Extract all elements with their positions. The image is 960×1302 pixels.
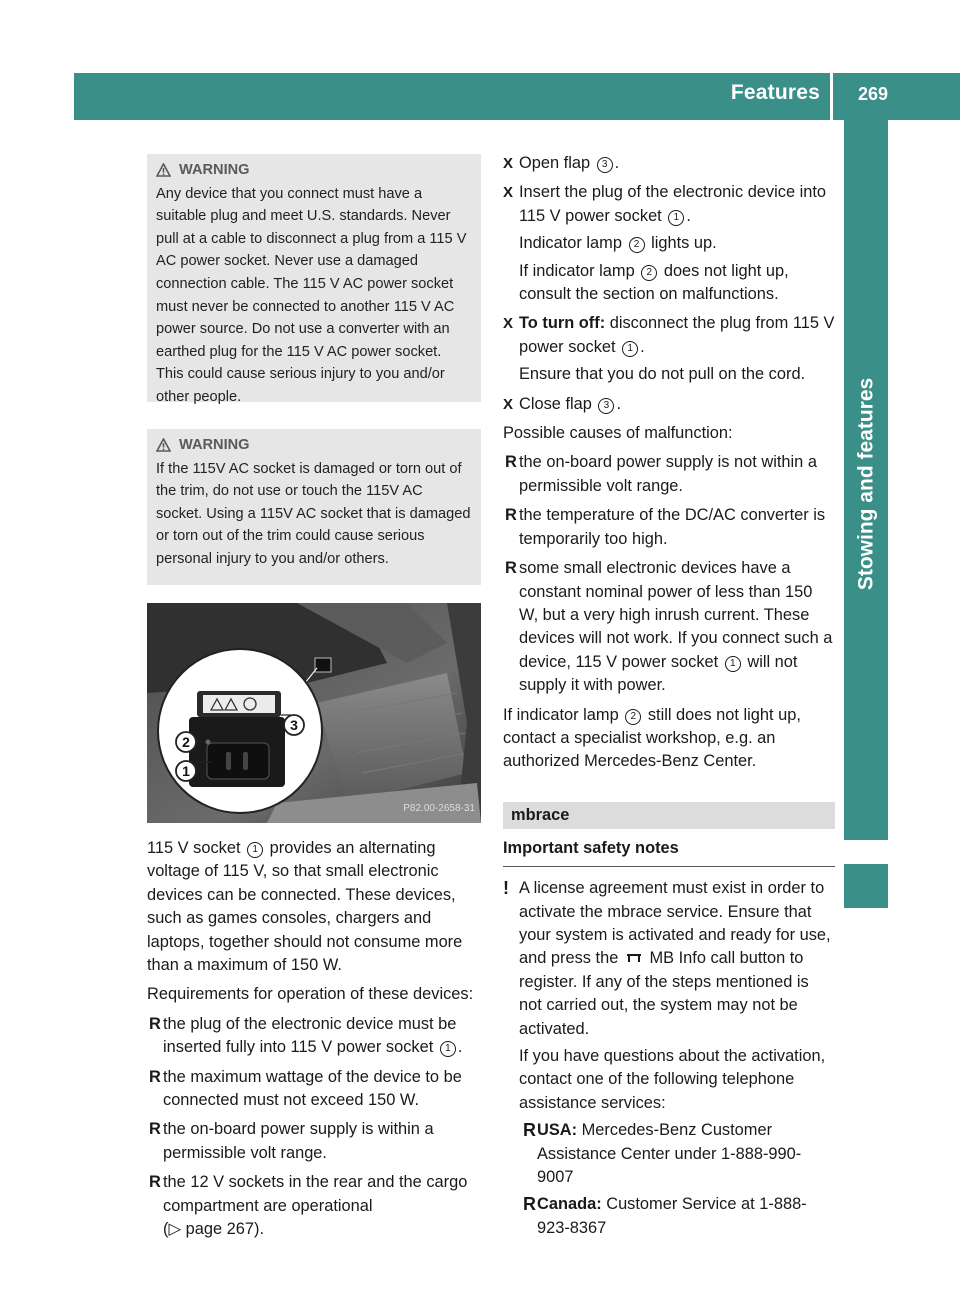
still-paragraph [503, 704, 835, 774]
step-text: Close flap [519, 394, 592, 413]
contact-text: Customer Service at 1-888-923-8367 [537, 1195, 807, 1237]
notice-icon: ! [503, 878, 509, 899]
side-tab-marker [844, 864, 888, 908]
list-item: R some small electronic devices have a constant nominal power of less than 150 W, but a very high inrush current. These devices will not work. If you connect such a device, 115 V power socket 1 will not supply it with power. [505, 559, 833, 695]
step-item: X Open flap 3 . [503, 154, 620, 172]
still-text: still does not light up, contact a specialist workshop, e.g. an authorized Mercedes-Benz Center. [503, 705, 801, 771]
warning-triangle-icon [156, 438, 171, 452]
cause-text: the temperature of the DC/AC converter is temporarily too high. [519, 506, 826, 548]
socket-photo [147, 603, 481, 823]
callout-ref-1: 1 [440, 1041, 456, 1057]
still-text: If indicator lamp [503, 705, 619, 724]
list-item: R the temperature of the DC/AC converter is temporarily too high. [503, 504, 835, 551]
list-item: R the on-board power supply is within a permissible volt range. [147, 1118, 481, 1165]
step-sub-text: If indicator lamp [519, 261, 635, 280]
callout-ref-1: 1 [668, 210, 684, 226]
step-sub-text: Indicator lamp [519, 234, 622, 253]
country-label: USA: [537, 1121, 578, 1140]
side-tab [844, 120, 960, 1302]
intro-text-b: provides an alternating voltage of 115 V, so that small electronic devices can be connected. These devices, such as games consoles, chargers and laptops, together should not consume more than a maximum of 150 W. [147, 839, 463, 975]
causes-heading: Possible causes of malfunction: [503, 424, 733, 443]
step-text: disconnect the plug from 115 V power socket [519, 314, 835, 356]
page-ref-arrow-icon: ▷ [168, 1220, 182, 1239]
callout-2: 2 [182, 734, 190, 750]
req-text: the 12 V sockets in the rear and the cargo compartment are operational [163, 1173, 468, 1215]
safety-heading: Important safety notes [503, 837, 835, 867]
step-bold-label: To turn off: [519, 314, 606, 333]
country-label: Canada: [537, 1195, 602, 1214]
step-text: Insert the plug of the electronic device into 115 V power socket [519, 183, 827, 225]
notice-text: A license agreement must exist in order to activate the mbrace service. Ensure that your system is activated and ready for use, and press the [519, 879, 831, 968]
callout-1: 1 [182, 763, 190, 779]
phone-call-icon [626, 951, 642, 965]
side-tab-label: Stowing and features [854, 377, 878, 591]
notice [503, 877, 835, 1240]
callout-ref-3: 3 [598, 398, 614, 414]
contact-text: Mercedes-Benz Customer Assistance Center under 1-888-990-9007 [537, 1121, 802, 1187]
callout-ref-2: 2 [629, 237, 645, 253]
step-text: Open flap [519, 154, 591, 172]
callout-ref-2: 2 [641, 265, 657, 281]
list-item: R Canada: Customer Service at 1-888-923-8367 [523, 1194, 807, 1237]
header-divider [830, 73, 833, 120]
step-sub-text: lights up. [651, 234, 717, 253]
section-title: Features [730, 81, 820, 104]
callout-ref-1: 1 [622, 341, 638, 357]
intro-text-a: 115 V socket [147, 839, 241, 857]
mbrace-section-title: mbrace [503, 802, 835, 829]
cargo-socket-illustration [147, 603, 481, 823]
callout-ref-2: 2 [625, 709, 641, 725]
figure-code: P82.00-2658-31 [403, 802, 475, 814]
warning-box [147, 429, 481, 585]
warning-heading [156, 434, 472, 457]
list-item: R the maximum wattage of the device to be connected must not exceed 150 W. [147, 1066, 481, 1113]
step-item: X To turn off: disconnect the plug from 115 V power socket 1 . Ensure that you do not pull on the cord. [503, 312, 835, 386]
callout-3: 3 [290, 717, 298, 733]
req-text: the plug of the electronic device must be inserted fully into 115 V power socket [163, 1014, 457, 1057]
list-item: R USA: Mercedes-Benz Customer Assistance Center under 1-888-990-9007 [523, 1120, 802, 1187]
notice-text: MB Info call button to register. If any of the steps mentioned is not carried out, the system may not be activated. [519, 949, 809, 1038]
req-text: the maximum wattage of the device to be connected must not exceed 150 W. [163, 1067, 462, 1110]
warning-text: If the 115V AC socket is damaged or torn out of the trim, do not use or touch the 115V AC socket. Using a 115V AC socket that is damaged or torn out of the trim could cause serious personal injury to you and/or others. [156, 460, 471, 567]
list-item: R the plug of the electronic device must be inserted fully into 115 V power socket 1 . [149, 1014, 463, 1057]
warning-heading [156, 159, 472, 182]
cause-text: some small electronic devices have a constant nominal power of less than 150 W, but a very high inrush current. These devices will not work. If you connect such a device, 115 V power socket [519, 559, 833, 671]
cause-text: will not supply it with power. [519, 652, 798, 695]
requirements-heading: Requirements for operation of these devices: [147, 985, 474, 1004]
step-sub-text: Ensure that you do not pull on the cord. [519, 365, 806, 384]
left-column [147, 154, 481, 1242]
cause-text: the on-board power supply is not within a permissible volt range. [519, 453, 817, 495]
callout-ref-3: 3 [597, 157, 613, 173]
callout-ref-1: 1 [247, 842, 263, 858]
intro-paragraph [147, 837, 481, 977]
header-bar [74, 73, 960, 120]
warning-title: WARNING [179, 437, 250, 453]
warning-text: Any device that you connect must have a suitable plug and meet U.S. standards. Never pull at a cable to disconnect a plug from a 115 V AC power socket. Never use a damaged connection cable. The 115 V AC power socket must never be connected to another 115 V AC power source. Do not use a converter with an earthed plug for the 115 V AC power socket. This could cause serious injury to you and/or other people. [156, 185, 467, 405]
req-text: the on-board power supply is within a permissible volt range. [163, 1120, 434, 1162]
list-item: R the on-board power supply is not within a permissible volt range. [503, 451, 835, 498]
callout-ref-1: 1 [725, 656, 741, 672]
page-link[interactable]: page 267). [185, 1220, 265, 1239]
step-sub-text: does not light up, consult the section on malfunctions. [519, 261, 789, 304]
step-item: X Close flap 3 . [503, 394, 622, 413]
warning-box [147, 154, 481, 405]
warning-title: WARNING [179, 162, 250, 178]
list-item: R the 12 V sockets in the rear and the cargo compartment are operational (▷ page 267). [149, 1173, 468, 1239]
right-column [503, 152, 835, 1240]
step-item: X Insert the plug of the electronic device into 115 V power socket 1 . Indicator lamp 2 lights up. If indicator lamp 2 does not light up, consult the section on malfunctions. [503, 183, 827, 304]
page-number: 269 [857, 84, 888, 104]
warning-triangle-icon [156, 163, 171, 177]
side-tab-strip [844, 120, 888, 840]
notice-text: If you have questions about the activation, contact one of the following telephone assistance services: [519, 1047, 826, 1112]
